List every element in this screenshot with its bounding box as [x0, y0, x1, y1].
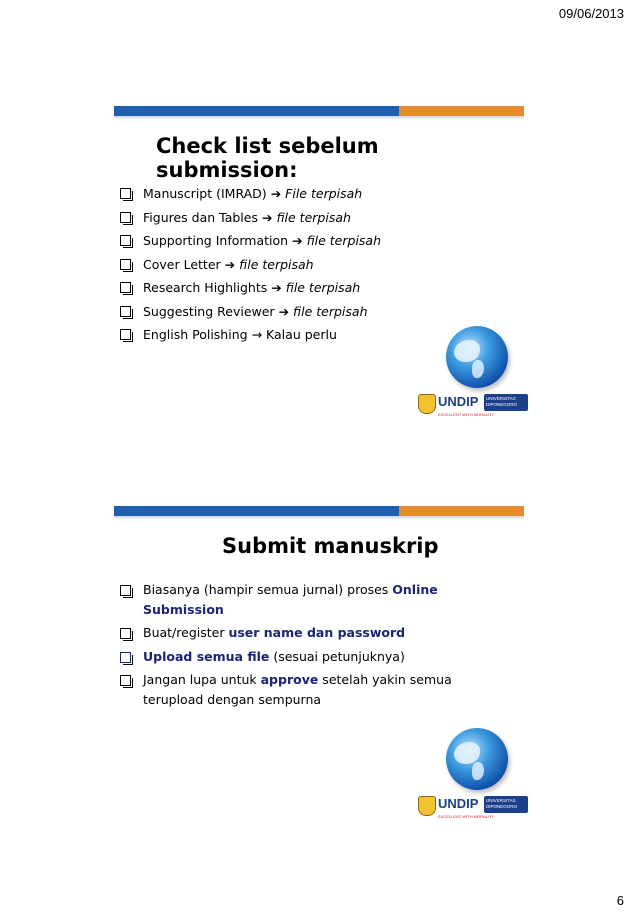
arrow-right-icon: ➔ — [261, 209, 273, 225]
item-highlight: Submission — [143, 601, 224, 617]
list-item — [120, 323, 381, 347]
item-text: Jangan lupa untuk — [143, 672, 261, 687]
checkbox-bullet-icon — [120, 329, 131, 340]
item-text: English Polishing — [143, 327, 248, 342]
list-item — [120, 670, 480, 709]
logo-subtitle: UNIVERSITAS DIPONEGORO — [484, 394, 528, 411]
university-seal-icon — [418, 796, 436, 816]
header-bar-blue — [114, 106, 399, 116]
arrow-right-icon: ➔ — [278, 303, 290, 319]
slide-header-bar — [114, 106, 524, 116]
item-text: Supporting Information — [143, 233, 289, 248]
submit-steps — [120, 580, 480, 709]
header-bar-shadow — [114, 116, 524, 120]
arrow-right-icon: ➔ — [224, 256, 236, 272]
slide-checklist — [114, 106, 524, 486]
university-seal-icon — [418, 394, 436, 414]
checkbox-bullet-icon — [120, 675, 131, 686]
logo-tagline: EXCELLENT WITH MORALITY — [438, 412, 495, 417]
checkbox-bullet-icon — [120, 259, 131, 270]
undip-logo — [418, 728, 528, 828]
slide-title: Submit manuskrip — [222, 534, 439, 558]
item-text: Manuscript (IMRAD) — [143, 186, 267, 201]
checkbox-bullet-icon — [120, 628, 131, 639]
item-text: Research Highlights — [143, 280, 268, 295]
arrow-right-icon: ➔ — [292, 233, 303, 248]
item-text: setelah yakin semua — [318, 672, 452, 687]
checkbox-bullet-icon — [120, 306, 131, 317]
item-text: Biasanya (hampir semua jurnal) proses — [143, 582, 393, 597]
item-note: file terpisah — [239, 256, 314, 272]
checkbox-bullet-icon — [120, 282, 131, 293]
item-text: Cover Letter — [143, 256, 221, 272]
item-text: (sesuai petunjuknya) — [269, 648, 405, 664]
checkbox-bullet-icon — [120, 235, 131, 246]
slide-submit — [114, 506, 524, 886]
checkbox-bullet-icon — [120, 585, 131, 596]
item-highlight: user name dan password — [228, 625, 406, 640]
header-bar-orange — [399, 106, 524, 116]
slide-header-bar — [114, 506, 524, 516]
header-bar-shadow — [114, 516, 524, 520]
arrow-right-icon: ➔ — [271, 280, 282, 295]
item-note: file terpisah — [285, 280, 361, 295]
item-text: terupload dengan sempurna — [143, 691, 322, 707]
page-number: 6 — [616, 893, 624, 908]
item-text: Figures dan Tables — [143, 209, 258, 225]
list-item — [120, 623, 480, 643]
logo-subtitle: UNIVERSITAS DIPONEGORO — [484, 796, 528, 813]
list-item — [120, 580, 480, 619]
arrow-right-icon: → — [251, 327, 263, 342]
item-text: Buat/register — [143, 625, 229, 640]
item-note: file terpisah — [306, 233, 382, 248]
globe-icon — [446, 728, 508, 790]
list-item — [120, 229, 381, 253]
item-note: File terpisah — [285, 186, 363, 201]
checkbox-bullet-icon — [120, 188, 131, 199]
checklist — [120, 182, 381, 347]
list-item — [120, 206, 381, 230]
item-note: file terpisah — [293, 303, 368, 319]
list-item — [120, 182, 381, 206]
print-date: 09/06/2013 — [558, 6, 624, 21]
list-item — [120, 253, 381, 277]
item-highlight: Upload semua file — [143, 648, 270, 664]
header-bar-blue — [114, 506, 399, 516]
slide-title: Check list sebelum submission: — [156, 134, 379, 182]
logo-tagline: EXCELLENT WITH MORALITY — [438, 814, 495, 819]
undip-logo — [418, 326, 528, 426]
globe-icon — [446, 326, 508, 388]
item-text: Suggesting Reviewer — [143, 303, 275, 319]
item-highlight: Online — [392, 582, 438, 597]
checkbox-bullet-icon — [120, 212, 131, 223]
item-note: Kalau perlu — [266, 327, 337, 342]
logo-name: UNDIP — [438, 796, 479, 811]
checkbox-bullet-icon — [120, 652, 131, 663]
list-item — [120, 300, 381, 324]
item-highlight: approve — [260, 672, 319, 687]
logo-name: UNDIP — [438, 394, 479, 409]
header-bar-orange — [399, 506, 524, 516]
arrow-right-icon: ➔ — [270, 186, 282, 201]
list-item — [120, 276, 381, 300]
item-note: file terpisah — [276, 209, 351, 225]
list-item — [120, 647, 480, 667]
